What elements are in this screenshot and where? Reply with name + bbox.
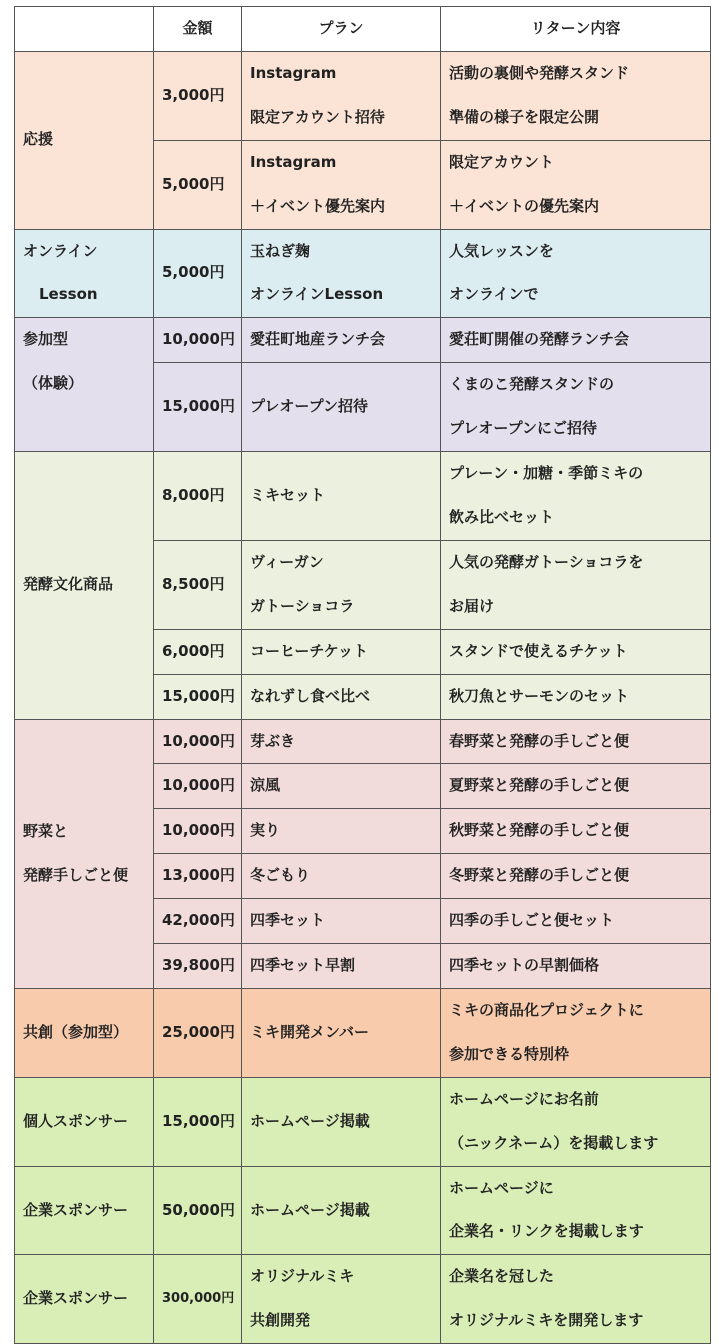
amount-cell: 42,000円	[154, 899, 242, 944]
return-cell: 冬野菜と発酵の手しごと便	[441, 854, 711, 899]
amount-cell: 5,000円	[154, 229, 242, 318]
return-cell	[441, 540, 711, 629]
plan-text: オリジナルミキ	[250, 1267, 355, 1286]
amount-cell: 15,000円	[154, 674, 242, 719]
amount-cell: 8,000円	[154, 452, 242, 541]
category-text: 参加型	[23, 330, 69, 349]
plan-text: 限定アカウント招待	[250, 107, 385, 126]
category-cell: 企業スポンサー	[15, 1255, 154, 1344]
table-row	[15, 229, 711, 318]
plan-cell: ミキ開発メンバー	[242, 988, 441, 1077]
return-text: 企業名・リンクを掲載します	[449, 1222, 644, 1241]
return-cell	[441, 1077, 711, 1166]
category-cell: 企業スポンサー	[15, 1166, 154, 1255]
category-cell	[15, 452, 154, 719]
category-text: 発酵手しごと便	[23, 865, 129, 884]
amount-cell: 5,000円	[154, 140, 242, 229]
plan-cell: なれずし食べ比べ	[242, 674, 441, 719]
return-text: ホームページに	[449, 1178, 554, 1197]
table-row	[15, 719, 711, 764]
return-cell	[441, 363, 711, 452]
plan-text: 玉ねぎ麹	[250, 241, 311, 260]
category-cell	[15, 51, 154, 229]
return-text: お届け	[449, 596, 495, 615]
plan-cell: 芽ぶき	[242, 719, 441, 764]
table-row	[15, 988, 711, 1077]
plan-text: Instagram	[250, 63, 337, 82]
amount-cell: 3,000円	[154, 51, 242, 140]
plan-text: 共創開発	[250, 1311, 311, 1330]
category-text: （体験）	[23, 374, 84, 393]
plan-cell	[242, 229, 441, 318]
amount-cell: 15,000円	[154, 363, 242, 452]
category-text: オンライン	[23, 241, 98, 260]
plan-text: ＋イベント優先案内	[250, 196, 386, 215]
return-cell: 春野菜と発酵の手しごと便	[441, 719, 711, 764]
header-category	[15, 7, 154, 52]
category-cell	[15, 318, 154, 452]
category-cell	[15, 719, 154, 988]
plan-cell	[242, 51, 441, 140]
return-text: ＋イベントの優先案内	[449, 196, 600, 215]
amount-cell: 50,000円	[154, 1166, 242, 1255]
plan-text: ガトーショコラ	[250, 596, 355, 615]
return-cell: 愛荘町開催の発酵ランチ会	[441, 318, 711, 363]
return-cell	[441, 229, 711, 318]
table-row	[15, 452, 711, 541]
return-text: 人気レッスンを	[449, 241, 554, 260]
return-text: オリジナルミキを開発します	[449, 1311, 644, 1330]
amount-cell: 10,000円	[154, 318, 242, 363]
return-text: プレオープンにご招待	[449, 419, 598, 438]
plan-cell: ホームページ掲載	[242, 1166, 441, 1255]
amount-cell: 8,500円	[154, 540, 242, 629]
header-row	[15, 7, 711, 52]
plan-cell: コーヒーチケット	[242, 629, 441, 674]
plan-cell: 愛荘町地産ランチ会	[242, 318, 441, 363]
return-text: オンラインで	[449, 285, 539, 304]
category-text: 応援	[23, 130, 54, 149]
plan-cell: ミキセット	[242, 452, 441, 541]
amount-cell: 39,800円	[154, 944, 242, 989]
header-return: リターン内容	[441, 7, 711, 52]
category-text: 発酵文化商品	[23, 575, 114, 594]
plan-cell: 冬ごもり	[242, 854, 441, 899]
return-cell	[441, 988, 711, 1077]
plan-cell: ホームページ掲載	[242, 1077, 441, 1166]
return-cell	[441, 452, 711, 541]
amount-cell: 13,000円	[154, 854, 242, 899]
category-text: 野菜と	[23, 821, 69, 840]
plan-cell	[242, 1255, 441, 1344]
table-row	[15, 1166, 711, 1255]
return-text: 参加できる特別枠	[449, 1044, 570, 1063]
return-cell: 四季セットの早割価格	[441, 944, 711, 989]
return-text: 企業名を冠した	[449, 1267, 555, 1286]
amount-cell: 10,000円	[154, 719, 242, 764]
return-text: 飲み比べセット	[449, 507, 555, 526]
category-cell	[15, 229, 154, 318]
return-cell	[441, 1166, 711, 1255]
return-plan-table	[14, 6, 711, 1344]
table-row	[15, 1077, 711, 1166]
return-text: 人気の発酵ガトーショコラを	[449, 552, 644, 571]
return-text: 準備の様子を限定公開	[449, 107, 600, 126]
return-text: 限定アカウント	[449, 152, 554, 171]
return-cell: 四季の手しごと便セット	[441, 899, 711, 944]
plan-cell: 涼風	[242, 764, 441, 809]
plan-cell: プレオープン招待	[242, 363, 441, 452]
category-cell: 共創（参加型）	[15, 988, 154, 1077]
amount-cell: 15,000円	[154, 1077, 242, 1166]
category-text: Lesson	[39, 285, 98, 304]
return-cell: 秋野菜と発酵の手しごと便	[441, 809, 711, 854]
category-cell: 個人スポンサー	[15, 1077, 154, 1166]
return-text: ホームページにお名前	[449, 1089, 599, 1108]
amount-cell: 6,000円	[154, 629, 242, 674]
return-cell	[441, 1255, 711, 1344]
amount-cell: 300,000円	[154, 1255, 242, 1344]
return-text: プレーン・加糖・季節ミキの	[449, 464, 644, 483]
return-text: くまのこ発酵スタンドの	[449, 375, 615, 394]
return-text: ミキの商品化プロジェクトに	[449, 1000, 644, 1019]
plan-text: Instagram	[250, 152, 337, 171]
amount-cell: 25,000円	[154, 988, 242, 1077]
table-row	[15, 51, 711, 140]
header-plan: プラン	[242, 7, 441, 52]
return-cell	[441, 140, 711, 229]
plan-text: オンラインLesson	[250, 285, 384, 304]
return-cell: 秋刀魚とサーモンのセット	[441, 674, 711, 719]
plan-cell: 四季セット早割	[242, 944, 441, 989]
return-text: （ニックネーム）を掲載します	[449, 1133, 659, 1152]
return-cell	[441, 51, 711, 140]
amount-cell: 10,000円	[154, 764, 242, 809]
table-row	[15, 1255, 711, 1344]
plan-cell: 四季セット	[242, 899, 441, 944]
return-text: 活動の裏側や発酵スタンド	[449, 63, 630, 82]
return-cell: スタンドで使えるチケット	[441, 629, 711, 674]
plan-cell	[242, 540, 441, 629]
table-row	[15, 318, 711, 363]
plan-text: ヴィーガン	[250, 552, 324, 571]
plan-cell: 実り	[242, 809, 441, 854]
header-amount: 金額	[154, 7, 242, 52]
return-cell: 夏野菜と発酵の手しごと便	[441, 764, 711, 809]
plan-cell	[242, 140, 441, 229]
amount-cell: 10,000円	[154, 809, 242, 854]
